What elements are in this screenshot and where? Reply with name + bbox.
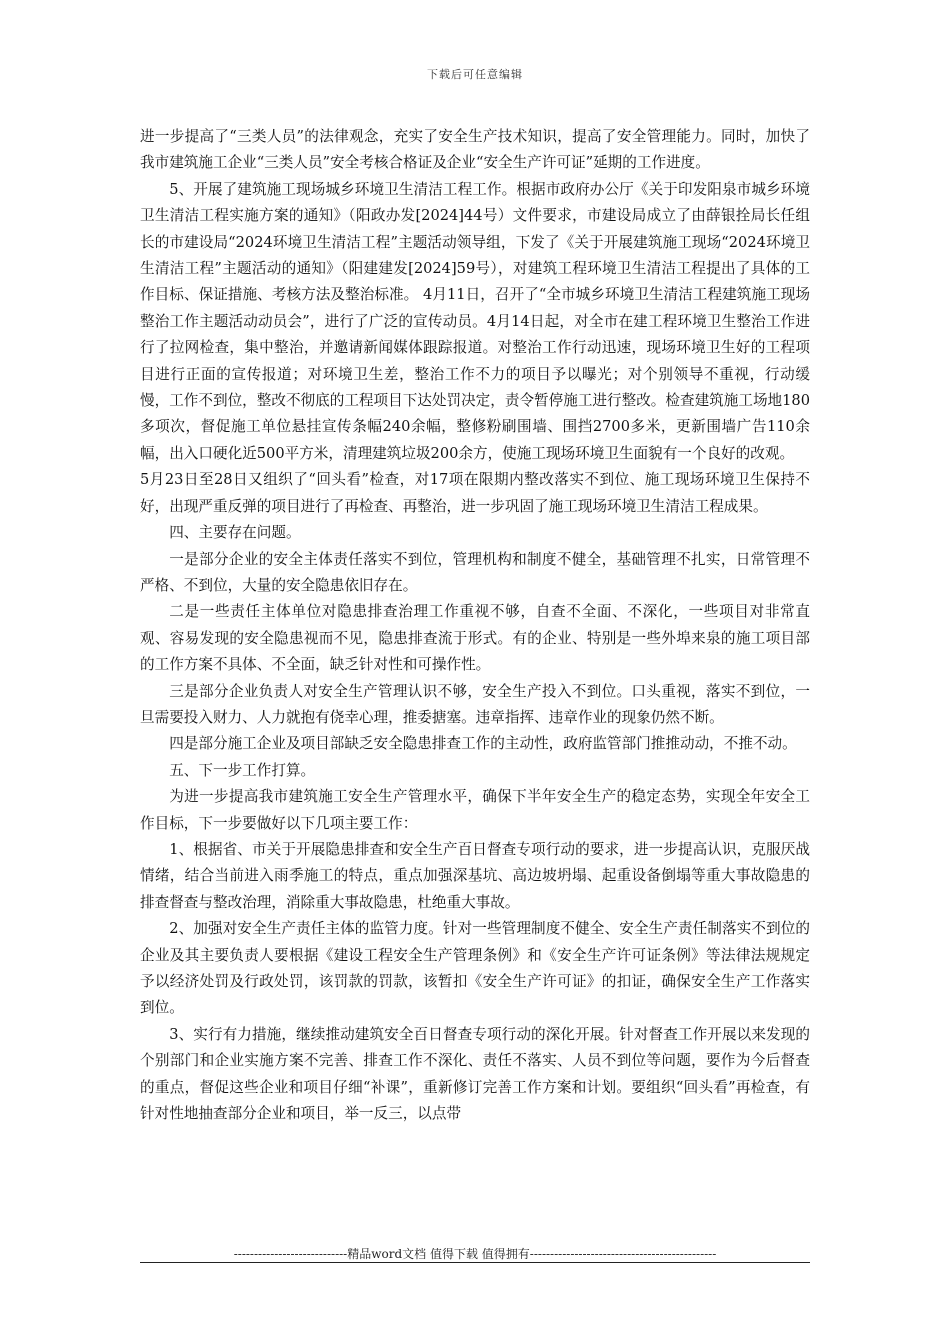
paragraph: 5、开展了建筑施工现场城乡环境卫生清洁工程工作。根据市政府办公厅《关于印发阳泉市城乡环境卫生清洁工程实施方案的通知》（阳政办发[2024]44号）文件要求，市建设局成立了由薛银拴局长任组长的市建设局“2024环境卫生清洁工程”主题活动领导组，下发了《关于开展建筑施工现场“2024环境卫生清洁工程”主题活动的通知》（阳建建发[2024]59号），对建筑工程环境卫生清洁工程提出了具体的工作目标、保证措施、考核方法及整治标准。 4月11日，召开了“全市城乡环境卫生清洁工程建筑施工现场整治工作主题活动动员会”，进行了广泛的宣传动员。4月14日起，对全市在建工程环境卫生整治工作进行了拉网检查，集中整治，并邀请新闻媒体跟踪报道。对整治工作行动迅速，现场环境卫生好的工程项目进行正面的宣传报道；对环境卫生差，整治工作不力的项目予以曝光；对个别领导不重视，行动缓慢，工作不到位，整改不彻底的工程项目下达处罚决定，责令暂停施工进行整改。检查建筑施工场地180多项次，督促施工单位悬挂宣传条幅240余幅，整修粉刷围墙、围挡2700多米，更新围墙广告110余幅，出入口硬化近500平方米，清理建筑垃圾200余方，使施工现场环境卫生面貌有一个良好的改观。 xyxy=(140,180,810,462)
paragraph: 三是部分企业负责人对安全生产管理认识不够，安全生产投入不到位。口头重视，落实不到位，一旦需要投入财力、人力就抱有侥幸心理，推委搪塞。违章指挥、违章作业的现象仍然不断。 xyxy=(140,682,810,726)
page-footer: ----------------------------精品word文档 值得下载 值得拥有---------------------------------------------- xyxy=(233,1247,717,1261)
paragraph: 1、根据省、市关于开展隐患排查和安全生产百日督查专项行动的要求，进一步提高认识，克服厌战情绪，结合当前进入雨季施工的特点，重点加强深基坑、高边坡坍塌、起重设备倒塌等重大事故隐患的排查督查与整改治理，消除重大事故隐患，杜绝重大事故。 xyxy=(140,840,810,911)
paragraph: 四是部分施工企业及项目部缺乏安全隐患排查工作的主动性，政府监管部门推推动动，不推不动。 xyxy=(169,735,797,753)
section-heading: 五、下一步工作打算。 xyxy=(169,761,316,779)
paragraph: 二是一些责任主体单位对隐患排查治理工作重视不够，自查不全面、不深化，一些项目对非常直观、容易发现的安全隐患视而不见，隐患排查流于形式。有的企业、特别是一些外埠来泉的施工项目部的工作方案不具体、不全面，缺乏针对性和可操作性。 xyxy=(140,603,810,674)
paragraph: 2、加强对安全生产责任主体的监管力度。针对一些管理制度不健全、安全生产责任制落实不到位的企业及其主要负责人要根据《建设工程安全生产管理条例》和《安全生产许可证条例》等法律法规规定予以经济处罚及行政处罚，该罚款的罚款，该暂扣《安全生产许可证》的扣证，确保安全生产工作落实到位。 xyxy=(140,920,810,1017)
section-heading: 四、主要存在问题。 xyxy=(169,524,301,542)
footer-divider xyxy=(140,1262,810,1263)
paragraph: 进一步提高了“三类人员”的法律观念，充实了安全生产技术知识，提高了安全管理能力。同时，加快了我市建筑施工企业“三类人员”安全考核合格证及企业“安全生产许可证”延期的工作进度。 xyxy=(140,128,810,172)
paragraph: 为进一步提高我市建筑施工安全生产管理水平，确保下半年安全生产的稳定态势，实现全年安全工作目标，下一步要做好以下几项主要工作： xyxy=(140,788,810,832)
document-body xyxy=(140,124,810,1127)
paragraph: 3、实行有力措施，继续推动建筑安全百日督查专项行动的深化开展。针对督查工作开展以来发现的个别部门和企业实施方案不完善、排查工作不深化、责任不落实、人员不到位等问题，要作为今后督查的重点，督促这些企业和项目仔细“补课”，重新修订完善工作方案和计划。要组织“回头看”再检查，有针对性地抽查部分企业和项目，举一反三，以点带 xyxy=(140,1025,810,1123)
paragraph: 一是部分企业的安全主体责任落实不到位，管理机构和制度不健全，基础管理不扎实，日常管理不严格、不到位，大量的安全隐患依旧存在。 xyxy=(140,550,810,594)
paragraph: 5月23日至28日又组织了“回头看”检查，对17项在限期内整改落实不到位、施工现场环境卫生保持不好，出现严重反弹的项目进行了再检查、再整治，进一步巩固了施工现场环境卫生清洁工程成果。 xyxy=(140,471,810,515)
page-header: 下载后可任意编辑 xyxy=(427,68,523,81)
